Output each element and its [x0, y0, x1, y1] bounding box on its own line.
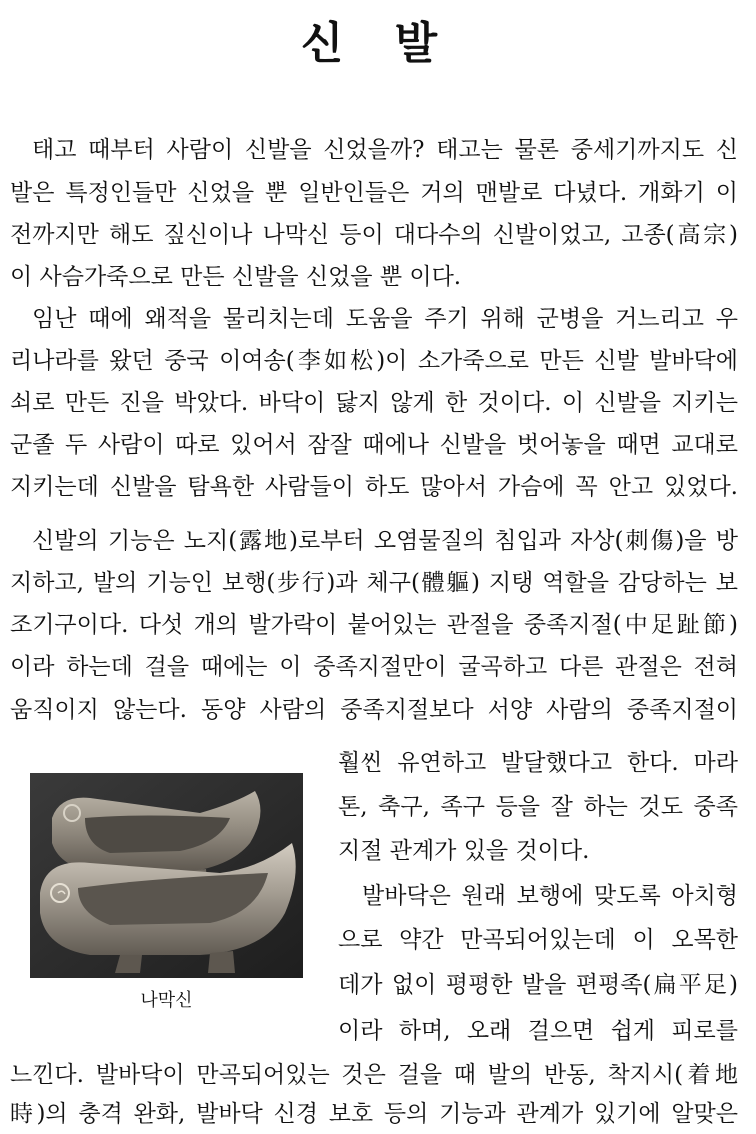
text-line: 군졸 두 사람이 따로 있어서 잠잘 때에나 신발을 벗어놓을 때면 교대로 [10, 432, 738, 458]
text-line: 쇠로 만든 진을 박았다. 바닥이 닳지 않게 한 것이다. 이 신발을 지키는 [10, 390, 738, 416]
text-line: 지절 관계가 있을 것이다. [338, 838, 590, 864]
text-line: 발바닥은 원래 보행에 맞도록 아치형 [362, 883, 738, 909]
text-line: 임난 때에 왜적을 물리치는데 도움을 주기 위해 군병을 거느리고 우 [32, 306, 738, 332]
text-line: 느낀다. 발바닥이 만곡되어있는 것은 걸을 때 발의 반동, 착지시(着地 [10, 1062, 738, 1088]
text-line: 움직이지 않는다. 동양 사람의 중족지절보다 서양 사람의 중족지절이 [10, 697, 738, 723]
wooden-clogs-image [30, 773, 303, 978]
page-title: 신 발 [300, 18, 456, 69]
photo-caption: 나막신 [140, 990, 193, 1011]
text-line: 지키는데 신발을 탐욕한 사람들이 하도 많아서 가슴에 꼭 안고 있었다. [10, 474, 738, 500]
text-line: 으로 약간 만곡되어있는데 이 오목한 [338, 927, 738, 953]
text-line: 발은 특정인들만 신었을 뿐 일반인들은 거의 맨발로 다녔다. 개화기 이 [10, 180, 738, 206]
text-line: 이라 하는데 걸을 때에는 이 중족지절만이 굴곡하고 다른 관절은 전혀 [10, 654, 738, 680]
text-line: 신발의 기능은 노지(露地)로부터 오염물질의 침입과 자상(刺傷)을 방 [32, 528, 738, 554]
text-line: 톤, 축구, 족구 등을 잘 하는 것도 중족 [338, 794, 738, 820]
text-line: 時)의 충격 완화, 발바닥 신경 보호 등의 기능과 관계가 있기에 알맞은 [10, 1101, 738, 1127]
text-line: 이 사슴가죽으로 만든 신발을 신었을 뿐 이다. [10, 264, 462, 290]
text-line: 지하고, 발의 기능인 보행(步行)과 체구(體軀) 지탱 역할을 감당하는 보 [10, 570, 738, 596]
text-line: 조기구이다. 다섯 개의 발가락이 붙어있는 관절을 중족지절(中足趾節) [10, 612, 738, 638]
text-line: 훨씬 유연하고 발달했다고 한다. 마라 [338, 750, 738, 776]
text-line: 전까지만 해도 짚신이나 나막신 등이 대다수의 신발이었고, 고종(高宗) [10, 222, 738, 248]
text-line: 데가 없이 평평한 발을 편평족(扁平足) [338, 972, 738, 998]
wooden-clogs-photo [30, 773, 303, 978]
text-line: 리나라를 왔던 중국 이여송(李如松)이 소가죽으로 만든 신발 발바닥에 [10, 348, 738, 374]
text-line: 태고 때부터 사람이 신발을 신었을까? 태고는 물론 중세기까지도 신 [32, 137, 738, 163]
text-line: 이라 하며, 오래 걸으면 쉽게 피로를 [338, 1018, 738, 1044]
